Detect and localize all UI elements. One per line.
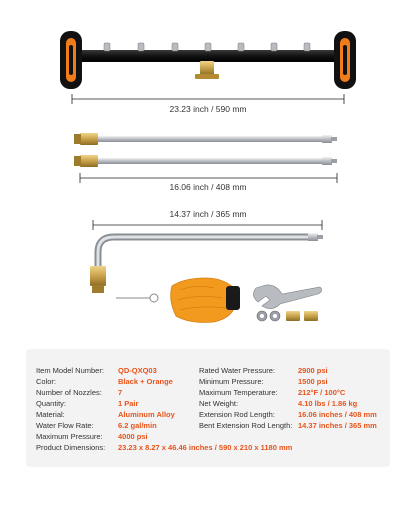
spec-value: 4.10 lbs / 1.86 kg bbox=[298, 399, 358, 408]
spec-label: Minimum Pressure: bbox=[199, 377, 264, 386]
spec-value: 6.2 gal/min bbox=[118, 421, 157, 430]
spec-label: Material: bbox=[36, 410, 65, 419]
nozzle-cleaning-pin bbox=[116, 294, 158, 302]
spec-value: Black + Orange bbox=[118, 377, 173, 386]
spec-label: Item Model Number: bbox=[36, 366, 104, 375]
spec-label: Maximum Temperature: bbox=[199, 388, 278, 397]
spec-label: Maximum Pressure: bbox=[36, 432, 103, 441]
spec-label: Product Dimensions: bbox=[36, 443, 106, 452]
spec-value: 212°F / 100°C bbox=[298, 388, 346, 397]
spec-label: Extension Rod Length: bbox=[199, 410, 275, 419]
straight-rod-length-label: 16.06 inch / 408 mm bbox=[169, 182, 247, 192]
wash-mitt bbox=[171, 278, 240, 322]
right-wheel bbox=[334, 31, 356, 89]
undercarriage-cleaner bbox=[60, 31, 356, 89]
spec-value: QD-QXQ03 bbox=[118, 366, 157, 375]
bent-rod-length-label: 14.37 inch / 365 mm bbox=[169, 209, 247, 219]
spec-value: Aluminum Alloy bbox=[118, 410, 175, 419]
spec-label: Number of Nozzles: bbox=[36, 388, 102, 397]
spec-value: 2900 psi bbox=[298, 366, 328, 375]
left-wheel bbox=[60, 31, 82, 89]
spec-value: 4000 psi bbox=[118, 432, 148, 441]
spec-label: Color: bbox=[36, 377, 57, 386]
adapters-and-nuts bbox=[257, 311, 318, 321]
spec-label: Rated Water Pressure: bbox=[199, 366, 275, 375]
spec-value: 23.23 x 8.27 x 46.46 inches / 590 x 210 x 1180 mm bbox=[118, 443, 293, 452]
spec-label: Net Weight: bbox=[199, 399, 239, 408]
dimension-line-brush bbox=[72, 94, 344, 104]
straight-extension-rod-2 bbox=[74, 155, 337, 167]
spec-table bbox=[26, 349, 390, 467]
spec-label: Quantity: bbox=[36, 399, 67, 408]
spec-value: 16.06 inches / 408 mm bbox=[298, 410, 377, 419]
spec-value: 1500 psi bbox=[298, 377, 328, 386]
straight-extension-rod-1 bbox=[74, 133, 337, 145]
spec-label: Bent Extension Rod Length: bbox=[199, 421, 293, 430]
wrench bbox=[253, 285, 321, 309]
spec-value: 14.37 inches / 365 mm bbox=[298, 421, 377, 430]
nozzles bbox=[104, 43, 310, 51]
spec-value: 7 bbox=[118, 388, 123, 397]
brass-inlet bbox=[200, 61, 214, 75]
brush-length-label: 23.23 inch / 590 mm bbox=[169, 104, 247, 114]
spec-label: Water Flow Rate: bbox=[36, 421, 94, 430]
dimension-line-bent-rod bbox=[93, 220, 322, 230]
spec-value: 1 Pair bbox=[118, 399, 139, 408]
